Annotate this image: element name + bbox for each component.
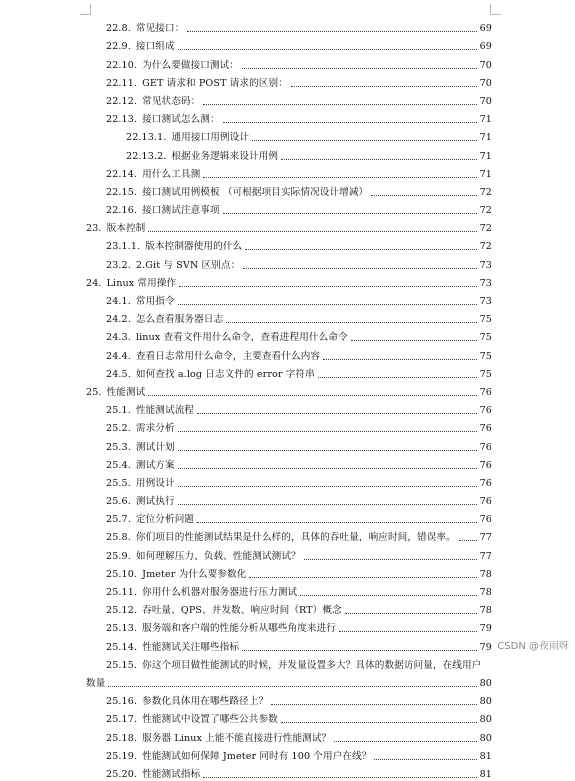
toc-entry[interactable] — [82, 181, 492, 199]
toc-entry-title: 测试方案 — [135, 459, 175, 471]
toc-dot-leader — [281, 722, 477, 723]
toc-dot-leader — [203, 104, 476, 105]
toc-entry-page: 71 — [479, 114, 492, 126]
toc-entry[interactable] — [82, 417, 492, 435]
toc-entry-number: 22.15. — [106, 186, 138, 198]
toc-dot-leader — [245, 249, 476, 250]
page-corner-mark-left — [80, 4, 91, 15]
toc-dot-leader — [197, 522, 476, 523]
toc-entry-page: 81 — [479, 768, 492, 780]
toc-entry-title: 怎么查看服务器日志 — [135, 314, 224, 326]
toc-entry-title: 参数化具体用在哪些路径上？ — [142, 696, 269, 708]
toc-entry-title: Jmeter 为什么要参数化 — [142, 568, 247, 580]
toc-entry-title: 2.Git 与 SVN 区别点： — [135, 259, 241, 271]
toc-entry-number: 22.14. — [106, 168, 138, 180]
toc-entry-page: 80 — [479, 732, 492, 744]
toc-entry-page: 76 — [479, 405, 492, 417]
toc-dot-leader — [271, 704, 476, 705]
toc-entry-page: 69 — [479, 41, 492, 53]
toc-entry-page: 78 — [479, 568, 492, 580]
toc-entry-number: 25.5. — [106, 477, 131, 489]
toc-entry-page: 75 — [479, 368, 492, 380]
toc-entry[interactable] — [82, 381, 492, 399]
toc-dot-leader — [187, 31, 476, 32]
toc-entry-title: 性能测试流程 — [135, 405, 195, 417]
toc-entry-page: 80 — [479, 677, 492, 689]
toc-entry-number: 25.16. — [106, 696, 138, 708]
toc-dot-leader — [226, 322, 476, 323]
toc-dot-leader — [178, 486, 477, 487]
toc-entry-page: 80 — [479, 696, 492, 708]
toc-entry[interactable] — [82, 490, 492, 508]
toc-entry[interactable] — [82, 326, 492, 344]
toc-entry-page: 75 — [479, 350, 492, 362]
toc-entry[interactable] — [82, 472, 492, 490]
toc-dot-leader — [108, 686, 476, 687]
toc-dot-leader — [252, 140, 477, 141]
toc-dot-leader — [223, 122, 477, 123]
toc-entry-number: 25.8. — [106, 532, 131, 544]
toc-entry-number: 23. — [86, 223, 102, 235]
toc-entry-number: 25. — [86, 386, 102, 398]
toc-entry-page: 80 — [479, 714, 492, 726]
toc-entry-number: 24.1. — [106, 296, 131, 307]
watermark: CSDN @夜雨呀 — [497, 641, 569, 652]
toc-entry-title: 定位分析问题 — [135, 514, 195, 526]
toc-dot-leader — [148, 231, 476, 232]
toc-entry[interactable] — [82, 108, 492, 126]
toc-entry-page: 81 — [479, 750, 492, 762]
toc-dot-leader — [459, 540, 477, 541]
toc-entry[interactable] — [82, 17, 492, 35]
toc-entry[interactable] — [82, 363, 492, 381]
toc-dot-leader — [178, 468, 477, 469]
toc-entry-page: 78 — [479, 605, 492, 617]
toc-entry[interactable] — [82, 690, 492, 708]
toc-entry-number: 22.12. — [106, 95, 138, 107]
toc-entry[interactable] — [82, 90, 492, 108]
toc-entry-number: 25.3. — [106, 441, 131, 453]
toc-entry-continuation[interactable] — [82, 672, 492, 690]
toc-entry-page: 75 — [479, 314, 492, 326]
toc-dot-leader — [178, 304, 477, 305]
toc-entry-page: 76 — [479, 496, 492, 508]
toc-entry-title: 用什么工具测 — [142, 168, 201, 180]
toc-dot-leader — [374, 759, 476, 760]
toc-dot-leader — [203, 777, 476, 778]
toc-entry[interactable] — [82, 454, 492, 472]
toc-entry-number: 25.2. — [106, 423, 131, 435]
toc-entry-title: 测试执行 — [135, 496, 175, 508]
toc-entry-page: 72 — [479, 205, 492, 217]
toc-entry-page: 75 — [479, 332, 492, 344]
toc-entry-page: 71 — [479, 168, 492, 180]
toc-entry-number: 24.4. — [106, 350, 131, 362]
toc-entry[interactable] — [82, 217, 492, 235]
toc-dot-leader — [178, 450, 477, 451]
toc-dot-leader — [304, 559, 477, 560]
toc-entry-page: 73 — [479, 296, 492, 307]
toc-entry-number: 25.1. — [106, 405, 131, 417]
toc-entry-number: 25.6. — [106, 496, 131, 508]
toc-entry[interactable] — [82, 745, 492, 763]
toc-entry-number: 25.17. — [106, 714, 138, 726]
toc-entry-number: 22.9. — [106, 41, 131, 53]
toc-entry[interactable] — [82, 235, 492, 253]
toc-entry-title: 接口测试注意事项 — [142, 205, 220, 217]
toc-dot-leader — [178, 504, 477, 505]
toc-dot-leader — [371, 195, 476, 196]
toc-entry-page: 70 — [479, 77, 492, 89]
toc-entry[interactable] — [82, 199, 492, 217]
toc-entry-title: 如何理解压力、负载、性能测试测试？ — [135, 550, 301, 562]
toc-entry-title: Linux 常用操作 — [106, 277, 177, 289]
toc-entry-number: 22.10. — [106, 59, 138, 71]
toc-entry-number: 25.13. — [106, 623, 138, 635]
toc-entry-page: 78 — [479, 587, 492, 598]
toc-entry[interactable] — [82, 344, 492, 362]
toc-entry-page: 77 — [479, 532, 492, 544]
toc-entry-title: 常用指令 — [135, 296, 175, 307]
toc-dot-leader — [243, 268, 476, 269]
toc-dot-leader — [339, 631, 477, 632]
toc-entry[interactable] — [82, 544, 492, 562]
toc-entry-title: 你们项目的性能测试结果是什么样的，具体的吞吐量，响应时间，错误率。 — [135, 532, 456, 544]
toc-entry-title: 常见接口： — [135, 23, 185, 35]
toc-entry-title: 服务器 Linux 上能不能直接进行性能测试？ — [142, 732, 332, 744]
toc-entry-page: 71 — [479, 150, 492, 162]
toc-entry-title: GET 请求和 POST 请求的区别： — [142, 77, 288, 89]
toc-entry[interactable] — [82, 581, 492, 599]
toc-entry-page: 77 — [479, 550, 492, 562]
toc-entry-number: 25.19. — [106, 750, 138, 762]
toc-entry-page: 79 — [479, 623, 492, 635]
toc-entry-page: 73 — [479, 259, 492, 271]
toc-entry[interactable] — [82, 526, 492, 544]
toc-entry-title: 接口测试怎么测： — [142, 114, 220, 126]
page-corner-mark-right — [490, 4, 501, 15]
toc-dot-leader — [334, 741, 476, 742]
toc-dot-leader — [178, 431, 477, 432]
toc-entry-title: 吞吐量、QPS、并发数、响应时间（RT）概念 — [142, 605, 342, 617]
toc-entry[interactable] — [82, 126, 492, 144]
toc-entry-title: 性能测试指标 — [142, 768, 201, 780]
toc-entry-number: 24.5. — [106, 368, 131, 380]
toc-entry-title: linux 查看文件用什么命令，查看进程用什么命令 — [135, 332, 348, 344]
toc-entry-number: 25.7. — [106, 514, 131, 526]
toc-entry-page: 76 — [479, 459, 492, 471]
toc-entry-number: 22.11. — [106, 77, 138, 89]
toc-dot-leader — [242, 650, 477, 651]
toc-entry[interactable] — [82, 35, 492, 53]
toc-entry-number: 22.13.2. — [126, 150, 167, 162]
toc-entry[interactable] — [82, 435, 492, 453]
toc-entry-number: 22.16. — [106, 205, 138, 217]
toc-dot-leader — [242, 68, 477, 69]
toc-dot-leader — [249, 577, 476, 578]
toc-entry-number: 25.11. — [106, 587, 138, 598]
toc-entry-number: 25.20. — [106, 768, 138, 780]
toc-entry-page: 72 — [479, 186, 492, 198]
toc-entry[interactable] — [82, 708, 492, 726]
toc-entry[interactable] — [82, 290, 492, 308]
toc-entry-page: 72 — [479, 241, 492, 253]
toc-entry-number: 25.10. — [106, 568, 138, 580]
toc-entry-title: 性能测试中设置了哪些公共参数 — [142, 714, 278, 726]
toc-entry[interactable] — [82, 617, 492, 635]
toc-entry-number: 22.13. — [106, 114, 138, 126]
toc-entry[interactable] — [82, 635, 492, 653]
toc-entry[interactable] — [82, 308, 492, 326]
toc-entry[interactable] — [82, 726, 492, 744]
toc-entry-number: 25.14. — [106, 641, 138, 653]
toc-entry-number: 24.3. — [106, 332, 131, 344]
toc-entry-page: 76 — [479, 477, 492, 489]
toc-entry-title: 版本控制 — [106, 223, 146, 235]
toc-entry-title: 如何查找 a.log 日志文件的 error 字符串 — [135, 368, 315, 380]
toc-entry-title: 用例设计 — [135, 477, 175, 489]
toc-entry[interactable] — [82, 53, 492, 71]
toc-entry[interactable] — [82, 599, 492, 617]
toc-entry-title: 根据业务逻辑来设计用例 — [171, 150, 279, 162]
toc-entry-page: 76 — [479, 441, 492, 453]
toc-entry-page: 76 — [479, 386, 492, 398]
toc-entry[interactable] — [82, 144, 492, 162]
toc-entry-title: 性能测试关注哪些指标 — [142, 641, 240, 653]
toc-entry[interactable] — [82, 272, 492, 290]
toc-entry-number: 25.9. — [106, 550, 131, 562]
toc-entry-page: 72 — [479, 223, 492, 235]
toc-dot-leader — [178, 49, 477, 50]
toc-dot-leader — [223, 213, 477, 214]
toc-dot-leader — [281, 159, 476, 160]
toc-dot-leader — [345, 613, 477, 614]
toc-entry-number: 25.15. — [106, 659, 138, 671]
toc-entry-title-continuation: 数量 — [86, 677, 106, 689]
toc-entry-page: 70 — [479, 95, 492, 107]
toc-dot-leader — [351, 340, 477, 341]
toc-entry-page: 69 — [479, 23, 492, 35]
toc-entry-page: 76 — [479, 514, 492, 526]
toc-dot-leader — [197, 413, 476, 414]
toc-entry-number: 25.18. — [106, 732, 138, 744]
toc-entry-number: 23.1.1. — [106, 241, 141, 253]
toc-entry-title: 性能测试 — [106, 386, 146, 398]
toc-entry-title: 查看日志常用什么命令，主要查看什么内容 — [135, 350, 321, 362]
toc-entry[interactable] — [82, 563, 492, 581]
toc-entry-title: 你用什么机器对服务器进行压力测试 — [142, 587, 298, 598]
toc-entry-page: 73 — [479, 277, 492, 289]
toc-entry-page: 71 — [479, 132, 492, 144]
toc-dot-leader — [300, 595, 476, 596]
toc-dot-leader — [148, 395, 476, 396]
toc-entry[interactable] — [82, 763, 492, 781]
toc-entry-title: 通用接口用例设计 — [171, 132, 250, 144]
toc-entry-page: 79 — [479, 641, 492, 653]
toc-entry-page: 76 — [479, 423, 492, 435]
toc-entry-title: 接口测试用例模板 （可根据项目实际情况设计增减） — [142, 186, 369, 198]
toc-entry-number: 24.2. — [106, 314, 131, 326]
toc-dot-leader — [291, 86, 477, 87]
toc-entry-number: 22.8. — [106, 23, 131, 35]
toc-dot-leader — [323, 359, 476, 360]
toc-dot-leader — [179, 286, 476, 287]
toc-entry[interactable] — [82, 72, 492, 90]
toc-entry-number: 22.13.1. — [126, 132, 167, 144]
toc-entry-number: 25.12. — [106, 605, 138, 617]
toc-entry-number: 25.4. — [106, 459, 131, 471]
toc-entry-title: 你这个项目做性能测试的时候，并发量设置多大？具体的数据访问量，在线用户 — [142, 659, 482, 671]
toc-entry-title: 常见状态码： — [142, 95, 201, 107]
toc-entry-title: 服务端和客户端的性能分析从哪些角度来进行 — [142, 623, 336, 635]
toc-entry[interactable] — [82, 253, 492, 271]
toc-entry-number: 24. — [86, 277, 102, 289]
toc-entry-title: 版本控制器使用的什么 — [145, 241, 243, 253]
toc-entry-title: 接口组成 — [135, 41, 175, 53]
toc-entry-number: 23.2. — [106, 259, 131, 271]
toc-entry-title: 测试计划 — [135, 441, 175, 453]
toc-entry-title: 需求分析 — [135, 423, 175, 435]
toc-dot-leader — [318, 377, 477, 378]
toc-entry-title: 为什么要做接口测试： — [142, 59, 240, 71]
toc-dot-leader — [203, 177, 476, 178]
table-of-contents — [82, 17, 492, 781]
toc-entry[interactable] — [82, 399, 492, 417]
toc-entry-page: 70 — [479, 59, 492, 71]
toc-entry[interactable] — [82, 508, 492, 526]
toc-entry[interactable] — [82, 654, 492, 672]
toc-entry-title: 性能测试如何保障 Jmeter 同时有 100 个用户在线？ — [142, 750, 372, 762]
toc-entry[interactable] — [82, 163, 492, 181]
